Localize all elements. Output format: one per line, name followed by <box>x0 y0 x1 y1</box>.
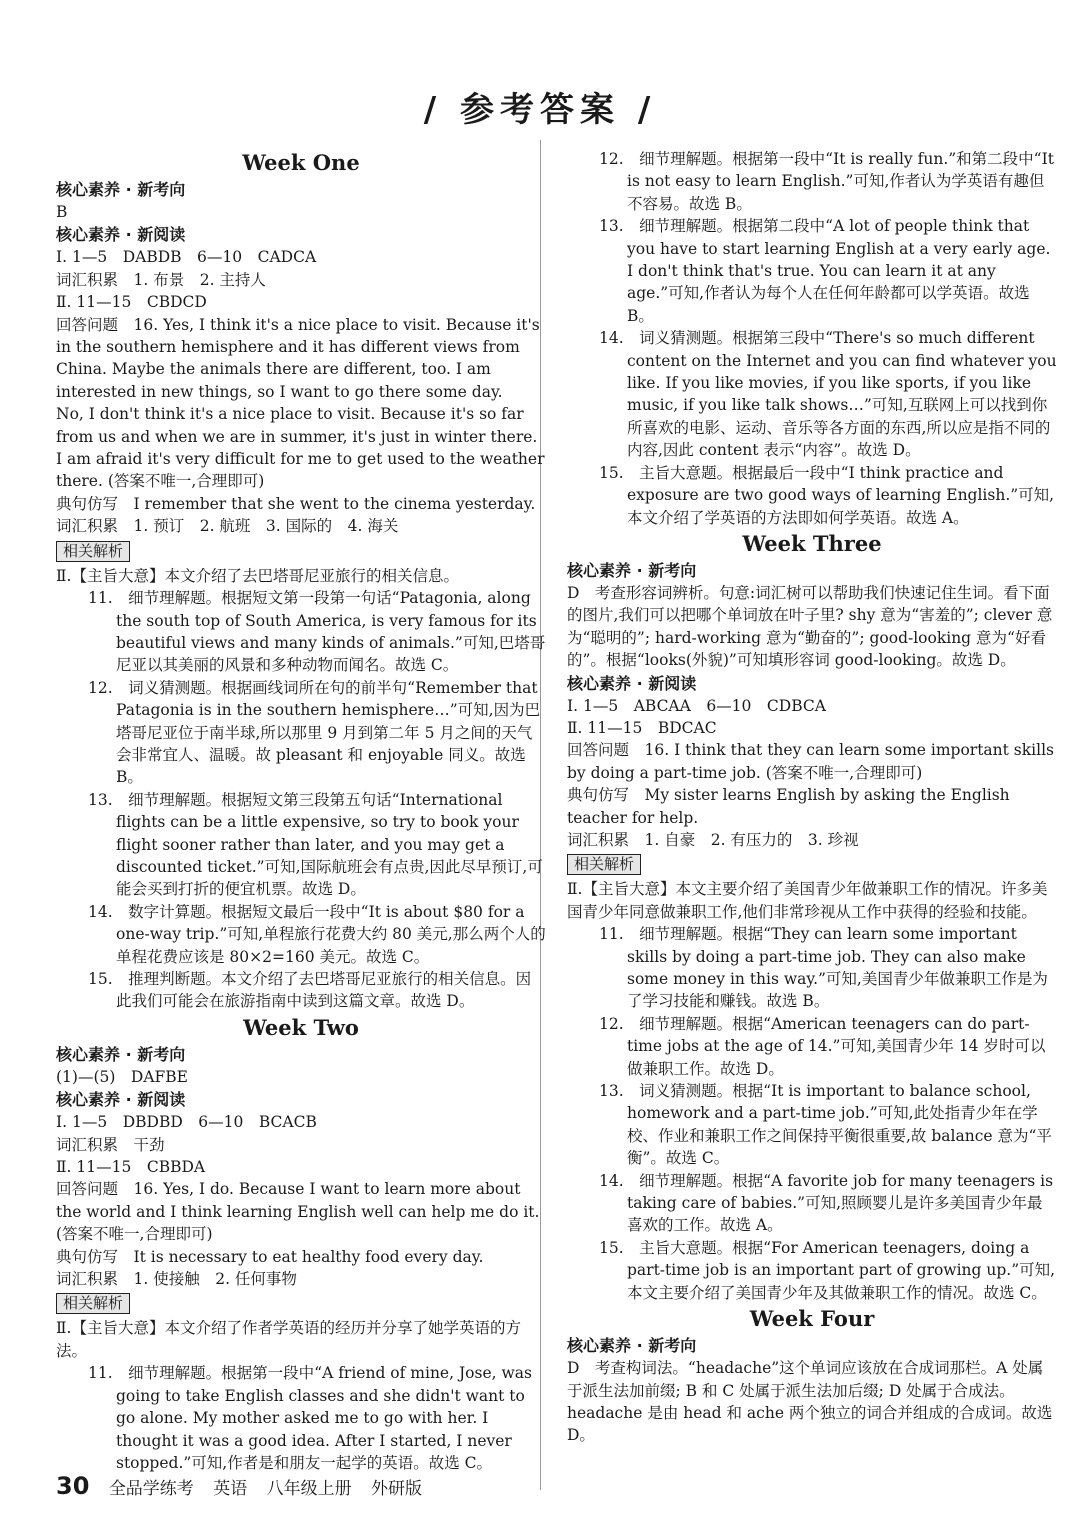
section-heading: 核心素养 · 新考向 <box>56 1044 186 1064</box>
answer-line: 15. 推理判断题。本文介绍了去巴塔哥尼亚旅行的相关信息。因此我们可能会在旅游指南中读到这篇文章。故选 D。 <box>88 970 532 1011</box>
answer-line: 12. 词义猜测题。根据画线词所在句的前半句“Remember that Patagonia is in the southern hemisphere…”可知,因为巴塔哥尼亚位于南半球,所以那里 9 月到第二年 5 月之间的天气会非常宜人、温暖。故 pleasant 和 enjoyable 同义。故选 B。 <box>88 678 541 787</box>
answer-line: Ⅱ.【主旨大意】本文介绍了作者学英语的经历并分享了她学英语的方法。 <box>56 1319 521 1360</box>
left-column <box>56 148 546 1474</box>
answer-line: 回答问题 16. I think that they can learn some important skills by doing a part-time job. (答案不唯一,合理即可) <box>567 741 1054 782</box>
answer-line: 回答问题 16. Yes, I think it's a nice place to visit. Because it's in the southern hemisphere and it has different views from China. Maybe the animals there are different, too. I am interested in new things, so I want to go there some day. <box>56 315 540 401</box>
answer-line: 典句仿写 My sister learns English by asking the English teacher for help. <box>567 786 1010 827</box>
answer-line: Ⅱ.【主旨大意】本文主要介绍了美国青少年做兼职工作的情况。许多美国青少年同意做兼职工作,他们非常珍视从工作中获得的经验和技能。 <box>567 880 1048 921</box>
answer-line: 15. 主旨大意题。根据最后一段中“I think practice and exposure are two good ways of learning English.”可知,本文介绍了学英语的方法即如何学英语。故选 A。 <box>599 463 1055 527</box>
answer-line: 14. 词义猜测题。根据第三段中“There's so much different content on the Internet and you can find whatever you like. If you like movies, if you like sports, if you like music, if you like talk shows…”可知,互联网上可以找到你所喜欢的电影、运动、音乐等各方面的东西,所以应是指不同的内容,因此 content 表示“内容”。故选 D。 <box>599 329 1057 460</box>
answer-line: Ⅱ. 11—15 CBBDA <box>56 1158 206 1177</box>
answer-line: Ⅰ. 1—5 DBDBD 6—10 BCACB <box>56 1113 317 1132</box>
page-number: 30 <box>56 1472 90 1500</box>
answer-line: 11. 细节理解题。根据第一段中“A friend of mine, Jose, was going to take English classes and she didn't want to go alone. My mother asked me to go with her. I thought it was a good idea. After I started, I never stopped.”可知,作者是和朋友一起学的英语。故选 C。 <box>88 1364 532 1472</box>
tag-row <box>56 538 546 565</box>
answer-line: 12. 细节理解题。根据第一段中“It is really fun.”和第二段中“It is not easy to learn English.”可知,作者认为学英语有趣但不容易。故选 B。 <box>599 150 1054 213</box>
answer-line: 词汇积累 干劲 <box>56 1135 165 1154</box>
answer-line: 词汇积累 1. 布景 2. 主持人 <box>56 270 266 289</box>
week-heading: Week Four <box>749 1306 875 1332</box>
answer-line: 14. 数字计算题。根据短文最后一段中“It is about $80 for a one-way trip.”可知,单程旅行花费大约 80 美元,那么两个人的单程花费应该是 80×2=160 美元。故选 C。 <box>88 902 546 966</box>
answer-line: 词汇积累 1. 使接触 2. 任何事物 <box>56 1270 297 1289</box>
answer-line: 词汇积累 1. 自豪 2. 有压力的 3. 珍视 <box>567 830 859 849</box>
answer-line: 13. 词义猜测题。根据“It is important to balance school, homework and a part-time job.”可知,此处指青少年在学校、作业和兼职工作之间保持平衡很重要,故 balance 意为“平衡”。故选 C。 <box>599 1082 1052 1168</box>
answer-line: 词汇积累 1. 预订 2. 航班 3. 国际的 4. 海关 <box>56 517 399 536</box>
analysis-tag: 相关解析 <box>567 854 641 875</box>
section-heading: 核心素养 · 新阅读 <box>56 225 186 245</box>
week-heading: Week Two <box>243 1014 359 1040</box>
answer-line: 11. 细节理解题。根据短文第一段第一句话“Patagonia, along the south top of South America, is very famous for its beautiful views and many kinds of animals.”可知,巴塔哥尼亚以其美丽的风景和多种动物而闻名。故选 C。 <box>88 589 546 675</box>
answer-line: Ⅰ. 1—5 DABDB 6—10 CADCA <box>56 248 317 267</box>
answer-line: 14. 细节理解题。根据“A favorite job for many teenagers is taking care of babies.”可知,照顾婴儿是许多美国青少年最喜欢的工作。故选 A。 <box>599 1171 1054 1235</box>
answer-line: (1)—(5) DAFBE <box>56 1067 188 1086</box>
section-heading: 核心素养 · 新考向 <box>567 560 697 580</box>
answer-line: 典句仿写 It is necessary to eat healthy food every day. <box>56 1247 484 1266</box>
tag-row <box>56 1290 546 1317</box>
analysis-tag: 相关解析 <box>56 1293 130 1314</box>
footer-brand: 全品学练考 <box>108 1479 194 1499</box>
answer-line: Ⅱ. 11—15 BDCAC <box>567 718 717 737</box>
section-heading: 核心素养 · 新阅读 <box>56 1090 186 1110</box>
answer-line: 回答问题 16. Yes, I do. Because I want to learn more about the world and I think learning English well can help me do it. (答案不唯一,合理即可) <box>56 1180 540 1244</box>
answer-line: No, I don't think it's a nice place to visit. Because it's so far from us and when we are in summer, it's just in winter there. I am afraid it's very difficult for me to get used to the weather there. (答案不唯一,合理即可) <box>56 405 545 491</box>
analysis-tag: 相关解析 <box>56 541 130 562</box>
right-column <box>567 148 1057 1447</box>
page-title: / 参考答案 / <box>423 90 657 130</box>
answer-line: D 考查构词法。“headache”这个单词应该放在合成词那栏。A 处属于派生法加前缀; B 和 C 处属于派生法加后缀; D 处属于合成法。headache 是由 head 和 ache 两个独立的词合并组成的合成词。故选 D。 <box>567 1359 1053 1445</box>
section-heading: 核心素养 · 新阅读 <box>567 673 697 693</box>
answer-line: 13. 细节理解题。根据短文第三段第五句话“International flights can be a little expensive, so try to book your flight sooner rather than later, and you may get a discounted ticket.”可知,国际航班会有点贵,因此尽早预订,可能会买到打折的便宜机票。故选 D。 <box>88 790 543 899</box>
section-heading: 核心素养 · 新考向 <box>567 1336 697 1356</box>
footer-subject: 英语 <box>213 1479 248 1499</box>
answer-line: 12. 细节理解题。根据“American teenagers can do part-time jobs at the age of 14.”可知,美国青少年 14 岁时可以做兼职工作。故选 D。 <box>599 1014 1046 1078</box>
page-footer <box>56 1472 436 1500</box>
footer-edition: 外研版 <box>371 1479 423 1499</box>
answer-line: Ⅱ. 11—15 CBDCD <box>56 293 207 312</box>
answer-line: 13. 细节理解题。根据第二段中“A lot of people think that you have to start learning English at a very early age. I don't think that's true. You can learn it at any age.”可知,作者认为每个人在任何年龄都可以学英语。故选 B。 <box>599 217 1051 325</box>
answer-line: Ⅰ. 1—5 ABCAA 6—10 CDBCA <box>567 696 826 715</box>
answer-line: B <box>56 203 68 221</box>
answer-line: 15. 主旨大意题。根据“For American teenagers, doing a part-time job is an important part of growing up.”可知,本文主要介绍了美国青少年及其做兼职工作的情况。故选 C。 <box>599 1238 1056 1302</box>
week-heading: Week Three <box>742 530 882 556</box>
answer-line: Ⅱ.【主旨大意】本文介绍了去巴塔哥尼亚旅行的相关信息。 <box>56 566 459 585</box>
week-heading: Week One <box>242 150 360 175</box>
answer-line: 典句仿写 I remember that she went to the cinema yesterday. <box>56 494 536 513</box>
answer-line: D 考查形容词辨析。句意:词汇树可以帮助我们快速记住生词。看下面的图片,我们可以把哪个单词放在叶子里? shy 意为“害羞的”; clever 意为“聪明的”; hard-working 意为“勤奋的”; good-looking 意为“好看的”。根据“looks(外貌)”可知填形容词 good-looking。故选 D。 <box>567 583 1053 670</box>
answer-line: 11. 细节理解题。根据“They can learn some important skills by doing a part-time job. They can also make some money in this way.”可知,美国青少年做兼职工作是为了学习技能和赚钱。故选 B。 <box>599 925 1048 1011</box>
footer-grade: 八年级上册 <box>266 1479 352 1499</box>
section-heading: 核心素养 · 新考向 <box>56 180 186 199</box>
tag-row <box>567 851 1057 878</box>
